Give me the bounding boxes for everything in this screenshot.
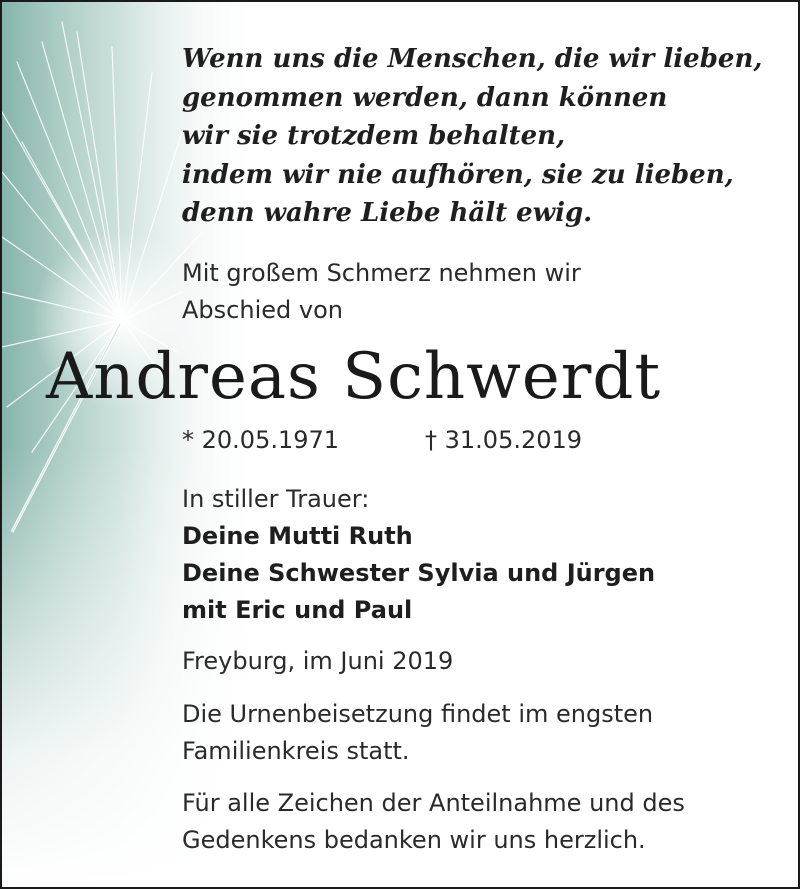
urn-notice (182, 696, 653, 770)
thanks-note (182, 785, 685, 859)
thanks-line: Gedenkens bedanken wir uns herzlich. (182, 826, 646, 854)
intro-line: Abschied von (182, 296, 343, 324)
birth-date: * 20.05.1971 (182, 426, 340, 454)
urn-line: Familienkreis statt. (182, 737, 410, 765)
mourner-name: mit Eric und Paul (182, 596, 413, 624)
farewell-intro (182, 255, 581, 329)
intro-line: Mit großem Schmerz nehmen wir (182, 259, 581, 287)
mourner-name: Deine Mutti Ruth (182, 522, 413, 550)
urn-line: Die Urnenbeisetzung findet im engsten (182, 700, 654, 728)
mourner-name: Deine Schwester Sylvia und Jürgen (182, 559, 656, 587)
life-dates (182, 422, 583, 459)
poem-line: wir sie trotzdem behalten, (182, 121, 566, 152)
mourners-heading: In stiller Trauer: (182, 485, 370, 513)
place-date: Freyburg, im Juni 2019 (182, 647, 454, 675)
deceased-name: Andreas Schwerdt (46, 340, 662, 414)
thanks-line: Für alle Zeichen der Anteilnahme und des (182, 789, 685, 817)
death-date: † 31.05.2019 (425, 426, 583, 454)
poem-line: Wenn uns die Menschen, die wir lieben, (182, 44, 763, 74)
poem-line: denn wahre Liebe hält ewig. (182, 198, 593, 229)
memorial-poem (182, 40, 762, 233)
mourners-block (182, 481, 655, 629)
poem-line: genommen werden, dann können (182, 82, 668, 113)
poem-line: indem wir nie aufhören, sie zu lieben, (182, 159, 734, 190)
